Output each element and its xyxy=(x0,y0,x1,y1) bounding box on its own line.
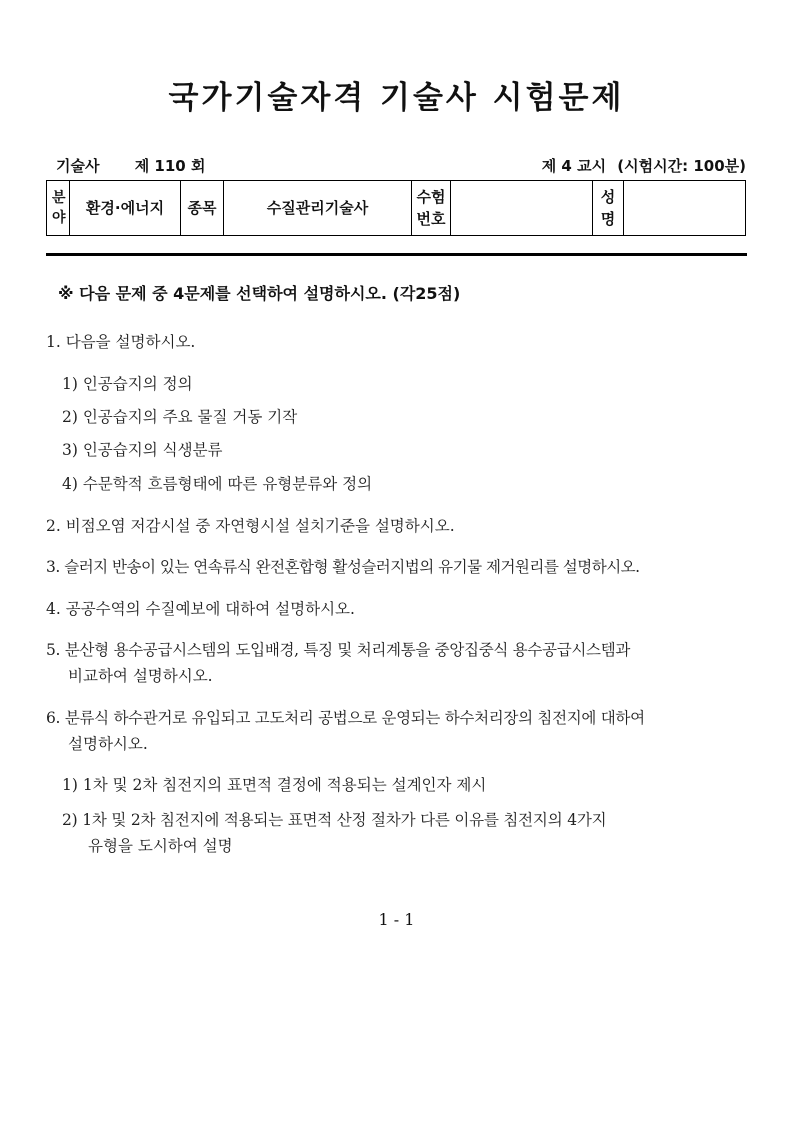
field-value: 환경·에너지 xyxy=(70,181,181,236)
question-6-item-2-line-2: 유형을 도시하여 설명 xyxy=(88,837,233,855)
question-1: 1. 다음을 설명하시오. xyxy=(46,333,196,351)
exam-number-field[interactable] xyxy=(451,181,593,236)
question-1-item-3: 3) 인공습지의 식생분류 xyxy=(62,441,223,459)
exam-number-label-cell xyxy=(412,181,451,236)
question-1-item-4: 4) 수문학적 흐름형태에 따른 유형분류와 정의 xyxy=(62,475,373,493)
header-divider xyxy=(46,253,747,256)
question-5-line-1: 5. 분산형 용수공급시스템의 도입배경, 특징 및 처리계통을 중앙집중식 용수공급시스템과 xyxy=(46,641,631,659)
question-4: 4. 공공수역의 수질예보에 대하여 설명하시오. xyxy=(46,600,355,618)
question-6-line-1: 6. 분류식 하수관거로 유입되고 고도처리 공법으로 운영되는 하수처리장의 침전지에 대하여 xyxy=(46,709,645,727)
exam-time: (시험시간: 100분) xyxy=(617,157,746,175)
name-field[interactable] xyxy=(624,181,746,236)
question-6-item-1: 1) 1차 및 2차 침전지의 표면적 결정에 적용되는 설계인자 제시 xyxy=(62,776,487,794)
name-label: 성명 xyxy=(600,188,616,228)
item-value: 수질관리기술사 xyxy=(224,181,412,236)
question-6-item-2-line-1: 2) 1차 및 2차 침전지에 적용되는 표면적 산정 절차가 다른 이유를 침전지의 4가지 xyxy=(62,811,607,829)
question-3: 3. 슬러지 반송이 있는 연속류식 완전혼합형 활성슬러지법의 유기물 제거원리를 설명하시오. xyxy=(46,558,640,576)
item-label: 종목 xyxy=(181,181,224,236)
page-number: 1 - 1 xyxy=(378,910,415,929)
exam-category: 기술사 xyxy=(56,157,100,175)
exam-info-line xyxy=(52,155,746,177)
question-6-line-2: 설명하시오. xyxy=(68,735,148,753)
exam-session: 제 4 교시 xyxy=(541,157,607,175)
field-label: 분야 xyxy=(52,190,66,226)
field-label-cell xyxy=(47,181,70,236)
instruction-text: ※ 다음 문제 중 4문제를 선택하여 설명하시오. (각25점) xyxy=(58,284,461,303)
question-5-line-2: 비교하여 설명하시오. xyxy=(68,667,213,685)
question-2: 2. 비점오염 저감시설 중 자연형시설 설치기준을 설명하시오. xyxy=(46,517,455,535)
question-1-item-1: 1) 인공습지의 정의 xyxy=(62,375,193,393)
name-label-cell xyxy=(593,181,624,236)
exam-info-table xyxy=(46,180,746,236)
exam-round: 제 110 회 xyxy=(134,157,206,175)
exam-number-label: 수험번호 xyxy=(416,188,446,228)
question-1-item-2: 2) 인공습지의 주요 물질 거동 기작 xyxy=(62,408,298,426)
document-title: 국가기술자격 기술사 시험문제 xyxy=(168,80,625,116)
